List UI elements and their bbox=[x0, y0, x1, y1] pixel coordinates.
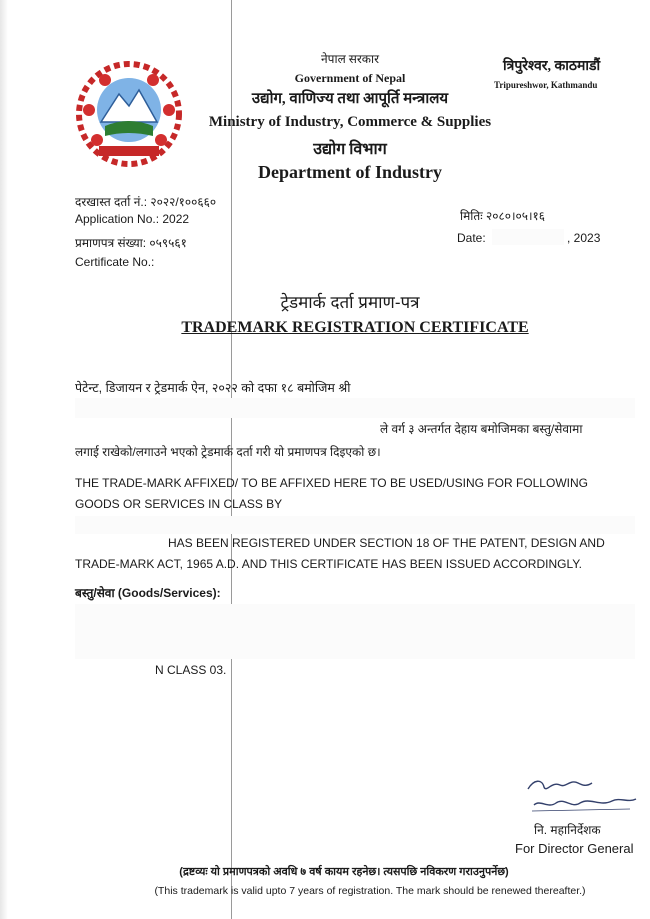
body-en-line-2: GOODS OR SERVICES IN CLASS BY bbox=[75, 497, 283, 511]
body-np-line-3: लगाई राखेको/लगाउने भएको ट्रेडमार्क दर्ता गरी यो प्रमाणपत्र दिइएको छ। bbox=[75, 445, 381, 459]
body-en-line-3: HAS BEEN REGISTERED UNDER SECTION 18 OF THE PATENT, DESIGN AND bbox=[168, 536, 605, 550]
date-en-label: Date: bbox=[457, 231, 486, 245]
address-np: त्रिपुरेश्वर, काठमाडौं bbox=[503, 59, 601, 74]
nepal-emblem-icon bbox=[75, 60, 183, 168]
ministry-name-np: उद्योग, वाणिज्य तथा आपूर्ति मन्त्रालय bbox=[251, 91, 449, 107]
department-name-np: उद्योग विभाग bbox=[313, 141, 387, 158]
certificate-title-np: ट्रेडमार्क दर्ता प्रमाण-पत्र bbox=[280, 293, 420, 312]
validity-note-en: (This trademark is valid upto 7 years of registration. The mark should be renewed thereafter.) bbox=[154, 885, 586, 897]
validity-note-np: (द्रष्टव्यः यो प्रमाणपत्रको अवधि ७ वर्ष कायम रहनेछ। त्यसपछि नविकरण गराउनुपर्नेछ) bbox=[179, 866, 509, 878]
redacted-applicant bbox=[75, 398, 635, 418]
signatory-title-en: For Director General bbox=[515, 841, 634, 856]
department-name-en: Department of Industry bbox=[258, 162, 442, 182]
body-np-line-1: पेटेन्ट, डिजायन र ट्रेडमार्क ऐन, २०२२ को दफा १८ बमोजिम श्री bbox=[75, 381, 351, 395]
body-en-line-4: TRADE-MARK ACT, 1965 A.D. AND THIS CERTIFICATE HAS BEEN ISSUED ACCORDINGLY. bbox=[75, 557, 583, 571]
date-year: , 2023 bbox=[567, 231, 601, 245]
application-no-np: दरखास्त दर्ता नं.: २०२२/१००६६० bbox=[75, 195, 217, 209]
government-name-en: Government of Nepal bbox=[294, 71, 406, 85]
goods-services-label: बस्तु/सेवा (Goods/Services): bbox=[75, 586, 221, 600]
government-name-np: नेपाल सरकार bbox=[321, 52, 379, 66]
body-en-line-1: THE TRADE-MARK AFFIXED/ TO BE AFFIXED HERE TO BE USED/USING FOR FOLLOWING bbox=[75, 476, 588, 490]
class-text: N CLASS 03. bbox=[155, 663, 227, 677]
application-no-en: Application No.: 2022 bbox=[75, 212, 190, 226]
redacted-date bbox=[492, 229, 564, 245]
date-np: मितिः २०८०।०५।१६ bbox=[460, 209, 546, 223]
body-np-line-2: ले वर्ग ३ अन्तर्गत देहाय बमोजिमका बस्तु/सेवामा bbox=[380, 422, 583, 436]
redacted-goods bbox=[75, 604, 635, 659]
signatory-title-np: नि. महानिर्देशक bbox=[534, 823, 601, 837]
certificate-no-np: प्रमाणपत्र संख्या: ०५९५६१ bbox=[75, 236, 187, 250]
certificate-no-en: Certificate No.: bbox=[75, 255, 155, 269]
address-en: Tripureshwor, Kathmandu bbox=[494, 80, 598, 90]
redacted-owner bbox=[75, 516, 635, 534]
signature-icon bbox=[520, 775, 640, 815]
page-edge-shadow bbox=[0, 0, 8, 919]
ministry-name-en: Ministry of Industry, Commerce & Supplies bbox=[208, 114, 492, 130]
certificate-title-en: TRADEMARK REGISTRATION CERTIFICATE bbox=[181, 319, 529, 336]
